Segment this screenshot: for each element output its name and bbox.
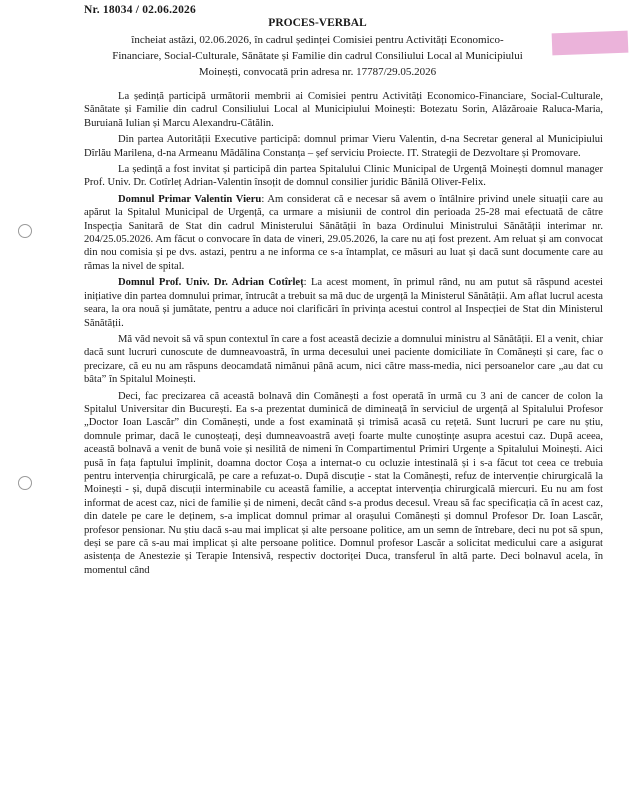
paragraph-mayor-statement (84, 193, 603, 273)
document-body (84, 90, 603, 580)
punch-hole-icon (18, 224, 32, 238)
document-number: Nr. 18034 / 02.06.2026 (84, 4, 196, 16)
heading-line-1: încheiat astăzi, 02.06.2026, în cadrul ședinței Comisiei pentru Activități Economico- (131, 34, 504, 46)
paragraph-case-details: Deci, fac precizarea că această bolnavă din Comănești a fost operată în urmă cu 3 ani de cancer de colon la Spitalul Universitar din București. Ea s-a prezentat duminică de dimineață în serviciul de urgență al Spitalului Profesor „Doctor Ioan Lascăr” din Comănești, unde a fost examinată și trimisă acasă cu rețetă. Sunt lucruri pe care nu știu, domnule primar, dacă le cunoșteați, deși dumneavoastră aveți foarte multe cunoștințe asupra acestui caz. După aceea, această bolnavă a venit de bună voie și nesilită de nimeni în Compartimentul Primiri Urgențe a Spitalului Moinești. Aici pusă în fața faptului împlinit, doamna doctor Coșa a internat-o cu ocluzie intestinală și i s-a făcut tot ceea ce trebuia pentru intervenția chirurgicală, pe care a refuzat-o. După discuție - stat la Comănești, refuz de intervenție chirurgicală la Moinești - și, după discuții interminabile cu această familie, a acceptat intervenția chirurgicală miercuri. Eu nu am fost informat de acest caz, nici de familie și de nimeni, decât când s-a produs decesul. Vreau să fac specificația că în acest caz, din datele pe care le deținem, s-a implicat domnul primar al orașului Comănești și domnul Profesor Dr. Ioan Lascăr, profesor pensionar. Nu știu dacă s-au mai implicat și alte persoane politice, am un semn de întrebare, deci nu pot să spun, deși se pare că s-au mai implicat și alte persoane politice. Domnul profesor Lascăr a solicitat medicului care a asigurat asistența de Anestezie și Terapie Intensivă, respectiv doctoriței Duca, transferul în altă parte. Deci bolnavul acela, în momentul când (84, 390, 603, 576)
statement-text: : Am considerat că e necesar să avem o întâlnire privind unele situații care au apărut la Spitalul Municipal de Urgență, ca urmare a misiunii de control din perioada 25-28 mai efectuată de către Inspecția Sanitară de Stat din cadrul Ministerului Sănătății în baza Ordinului Ministrului Sănătății interimar nr. 204/25.05.2026. Am făcut o convocare în data de vineri, 29.05.2026, la care nu ați fost prezent. Am reluat și am convocat din nou comisia și pe dvs. astazi, pentru a ne informa ce s-a întamplat, ce măsuri au luat și dacă sunt documente care au rămas la nivel de spital. (84, 193, 603, 272)
document-title: PROCES-VERBAL (268, 17, 367, 29)
statement-text: : La acest moment, în primul rând, nu am putut să răspund acestei inițiative din partea domnului primar, întrucât a trebuit sa mă duc de urgență la Ministerul Sănătății. Am aflat lucrul acesta seara, la ora nouă și jumătate, pentru a aduce noi clarificări în privința acestui control al Inspecției de Stat din Ministerul Sănătății. (84, 277, 603, 329)
punch-hole-icon (18, 476, 32, 490)
paragraph-participants: La ședință participă următorii membrii ai Comisiei pentru Activități Economico-Financiare, Social-Culturale, Sănătate și Familie din cadrul Consiliului Local al Municipiului Moinești: Botezatu Sorin, Alăzăroaie Raluca-Maria, Buruiană Iulian și Marcu Alexandru-Cătălin. (84, 91, 603, 129)
heading-line-3: Moinești, convocată prin adresa nr. 17787/29.05.2026 (198, 66, 437, 78)
speaker-name: Domnul Primar Valentin Vieru (118, 193, 262, 205)
paragraph-invited: La ședință a fost invitat și participă din partea Spitalului Clinic Municipal de Urgență Moinești domnul manager Prof. Univ. Dr. Cotîrleț Adrian-Valentin însoțit de domnul consilier juridic Bănilă Oliver-Felix. (84, 164, 603, 189)
speaker-name: Domnul Prof. Univ. Dr. Adrian Cotîrleț (118, 277, 304, 289)
paragraph-context: Mă văd nevoit să vă spun contextul în care a fost această decizie a domnului ministru al Sănătății. El a venit, chiar dacă sunt lucruri cunoscute de dumneavoastră, în urma decesului unei paciente domiciliate în Comănești și care, fac o precizare, că eu nu am răspuns deocamdată nimănui până acum, nici către mass-media, nici persoanelor care „au dat cu bâta” în Spitalul Moinești. (84, 333, 603, 386)
paragraph-executive: Din partea Autorității Executive participă: domnul primar Vieru Valentin, d-na Secretar general al Municipiului Dîrlău Marilena, d-na Armeanu Mădălina Constanța – șef serviciu Proiecte. IT. Strategii de Dezvoltare și Promovare. (84, 134, 603, 159)
paragraph-manager-statement (84, 276, 603, 330)
heading-line-2: Financiare, Social-Culturale, Sănătate și Familie din cadrul Consiliului Local al Municipiului (112, 50, 523, 62)
